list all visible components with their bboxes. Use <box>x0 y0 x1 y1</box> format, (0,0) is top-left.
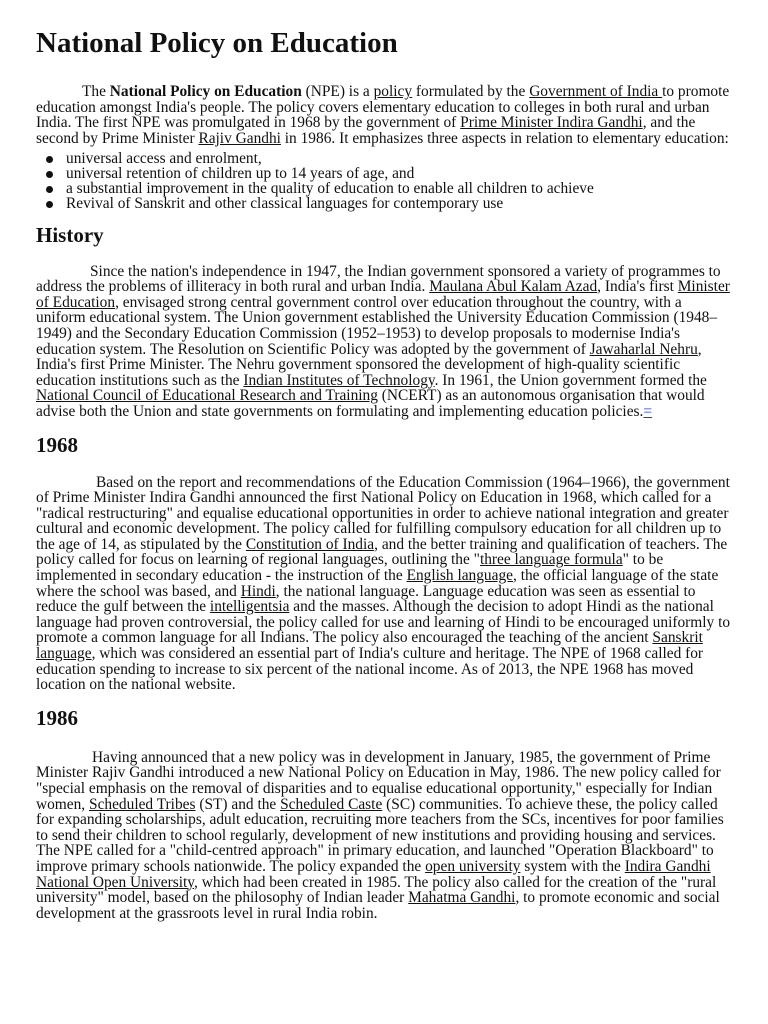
link-policy[interactable]: policy <box>373 83 413 100</box>
text-1986: , to promote economic and social development at the grassroots level in rural India robin. <box>36 889 720 922</box>
history-text: , India's first Prime Minister. The Nehru government sponsored the development of high-quality scientific education institutions such as the <box>36 340 702 389</box>
reference-link[interactable]: = <box>643 402 653 420</box>
bullet-icon <box>46 201 53 208</box>
link-rajiv-gandhi[interactable]: Rajiv Gandhi <box>198 129 281 147</box>
text-1986: , which had been created in 1985. The policy also called for the creation of the "rural university" model, based on the philosophy of Indian leader <box>36 873 717 907</box>
paragraph-1968 <box>36 475 732 693</box>
link-minister-of-education[interactable]: Minister of Education <box>36 278 730 311</box>
history-text: , India's first <box>597 278 678 296</box>
intro-text: The <box>82 83 110 100</box>
history-paragraph <box>36 264 732 420</box>
link-indira-gandhi[interactable]: Prime Minister Indira Gandhi <box>460 114 643 132</box>
aspects-list <box>36 152 732 211</box>
text-1968: , and the better training and qualification of teachers. The policy called for focus on learning of regional languages, outlining the " <box>36 535 728 569</box>
text-1968: , the national language. Language education was seen as essential to reduce the gulf between the <box>36 582 696 616</box>
link-scheduled-tribes[interactable]: Scheduled Tribes <box>89 795 196 813</box>
link-open-university[interactable]: open university <box>425 857 521 875</box>
link-hindi[interactable]: Hindi <box>240 582 276 600</box>
history-text: . In 1961, the Union government formed the <box>434 371 707 389</box>
list-item-text: Revival of Sanskrit and other classical languages for contemporary use <box>66 194 504 212</box>
link-ncert[interactable]: National Council of Educational Research and Training <box>36 387 378 405</box>
text-1986: (SC) communities. To achieve these, the policy called for expanding scholarships, adult education, recruiting more teachers from the SCs, incentives for poor families to send their children to school regularly, development of new institutions and providing housing and services. The NPE called for a "child-centred approach" in primary education, and launched "Operation Blackboard" to improve primary schools nationwide. The policy expanded the <box>36 795 724 875</box>
bullet-icon <box>46 186 53 193</box>
text-1968: " to be implemented in secondary education - the instruction of the <box>36 551 664 585</box>
history-text: , envisaged strong central government control over education throughout the country, with a uniform educational system. The Union government established the University Education Commission (1948–1949) and the Secondary Education Commission (1952–1953) to develop proposals to modernise India's education system. The Resolution on Scientific Policy was adopted by the government of <box>36 293 718 358</box>
intro-text: in 1986. It emphasizes three aspects in relation to elementary education: <box>280 129 729 147</box>
history-text: (NCERT) as an autonomous organisation that would advise both the Union and state governments on formulating and implementing education policies. <box>36 387 705 420</box>
list-item-text: a substantial improvement in the quality of education to enable all children to achieve <box>66 179 594 197</box>
link-ignou[interactable]: Indira Gandhi National Open University <box>36 857 711 891</box>
intro-paragraph <box>36 84 732 146</box>
text-1968: Based on the report and recommendations of the Education Commission (1964–1966), the government of Prime Minister Indira Gandhi announced the first National Policy on Education in 1968, which called for a "radical restructuring" and equalise educational opportunities in order to achieve national integration and greater cultural and economic development. The policy called for fulfilling compulsory education for all children up to the age of 14, as stipulated by the <box>36 473 730 553</box>
section-heading-history: History <box>36 222 104 247</box>
link-mahatma-gandhi[interactable]: Mahatma Gandhi <box>408 889 516 907</box>
text-1968: , the official language of the state where the school was based, and <box>36 567 719 600</box>
text-1986: (ST) and the <box>195 795 281 813</box>
link-three-language-formula[interactable]: three language formula <box>479 551 623 569</box>
intro-text: to promote education amongst India's people. The policy covers elementary education to colleges in both rural and urban India. The first NPE was promulgated in 1968 by the government of <box>36 83 730 132</box>
text-1986: system with the <box>520 857 625 875</box>
intro-text: , and the second by Prime Minister <box>36 114 696 147</box>
link-jawaharlal-nehru[interactable]: Jawaharlal Nehru <box>589 340 698 358</box>
bullet-icon <box>46 171 53 178</box>
link-intelligentsia[interactable]: intelligentsia <box>209 598 290 616</box>
link-english-language[interactable]: English language <box>406 567 513 585</box>
paragraph-1986 <box>36 750 732 922</box>
link-maulana-azad[interactable]: Maulana Abul Kalam Azad <box>429 278 598 296</box>
list-item-text: universal access and enrolment, <box>66 150 262 168</box>
intro-text: (NPE) is a <box>301 83 374 100</box>
link-scheduled-caste[interactable]: Scheduled Caste <box>280 795 383 813</box>
page-title: National Policy on Education <box>36 27 398 59</box>
section-heading-1986: 1986 <box>36 705 78 730</box>
link-constitution-of-india[interactable]: Constitution of India <box>245 535 375 553</box>
text-1968: , which was considered an essential part of India's culture and heritage. The NPE of 1968 called for education spending to increase to six percent of the national income. As of 2013, the NPE 1968 has moved location on the national website. <box>36 645 704 694</box>
intro-bold-term: National Policy on Education <box>109 83 302 100</box>
text-1968: and the masses. Although the decision to adopt Hindi as the national language had proven controversial, the policy called for use and learning of Hindi to be encouraged uniformly to promote a common language for all Indians. The policy also encouraged the teaching of the ancient <box>36 598 731 647</box>
link-government-of-india[interactable]: Government of India <box>529 83 663 100</box>
list-item <box>36 194 732 212</box>
list-item-text: universal retention of children up to 14 years of age, and <box>66 165 415 183</box>
section-heading-1968: 1968 <box>36 432 78 457</box>
text-1986: Having announced that a new policy was in development in January, 1985, the government of Prime Minister Rajiv Gandhi introduced a new National Policy on Education in May, 1986. The new policy called for "special emphasis on the removal of disparities and to equalise educational opportunity," especially for Indian women, <box>36 748 721 813</box>
history-text: Since the nation's independence in 1947, the Indian government sponsored a variety of programmes to address the problems of illiteracy in both rural and urban India. <box>36 262 721 296</box>
bullet-icon <box>46 156 53 163</box>
link-sanskrit-language[interactable]: Sanskrit language <box>36 629 703 663</box>
link-indian-institutes-of-technology[interactable]: Indian Institutes of Technology <box>243 371 435 389</box>
intro-text: formulated by the <box>412 83 530 100</box>
